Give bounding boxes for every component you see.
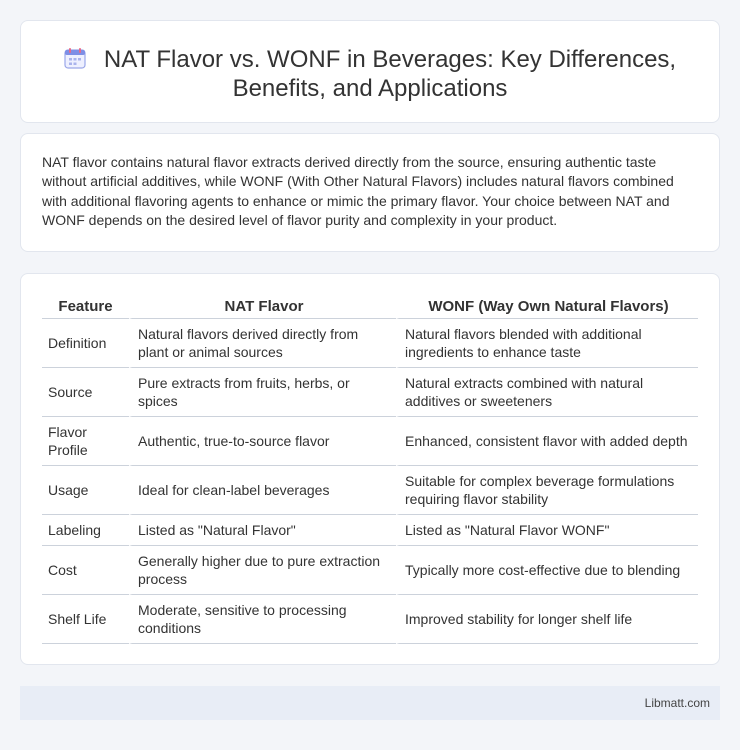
table-row	[42, 368, 698, 417]
feature-cell: Usage	[42, 466, 129, 515]
nat-cell: Listed as "Natural Flavor"	[129, 515, 396, 546]
wonf-cell: Improved stability for longer shelf life	[396, 595, 698, 644]
feature-cell: Cost	[42, 546, 129, 595]
nat-cell: Ideal for clean-label beverages	[129, 466, 396, 515]
calendar-icon	[64, 47, 86, 69]
table-row	[42, 515, 698, 546]
page-title: NAT Flavor vs. WONF in Beverages: Key Differences, Benefits, and Applications	[103, 46, 677, 102]
header-wonf: WONF (Way Own Natural Flavors)	[396, 294, 698, 319]
page-title-wrap	[21, 45, 719, 103]
header-card	[20, 20, 720, 123]
footer-site-link[interactable]: Libmatt.com	[644, 696, 710, 710]
table-row	[42, 417, 698, 466]
footer	[20, 686, 720, 720]
comparison-table-card	[20, 273, 720, 665]
summary-text: NAT flavor contains natural flavor extracts derived directly from the source, ensuring authentic taste without artificial additives, while WONF (With Other Natural Flavors) includes natural flavors combined with additional flavoring agents to enhance or mimic the primary flavor. Your choice between NAT and WONF depends on the desired level of flavor purity and complexity in your product.	[42, 154, 674, 228]
comparison-table	[42, 294, 698, 644]
table-row	[42, 319, 698, 368]
feature-cell: Definition	[42, 319, 129, 368]
nat-cell: Generally higher due to pure extraction process	[129, 546, 396, 595]
header-nat-flavor: NAT Flavor	[129, 294, 396, 319]
wonf-cell: Natural extracts combined with natural additives or sweeteners	[396, 368, 698, 417]
table-row	[42, 546, 698, 595]
nat-cell: Pure extracts from fruits, herbs, or spices	[129, 368, 396, 417]
table-header-row	[42, 294, 698, 319]
table-row	[42, 595, 698, 644]
nat-cell: Moderate, sensitive to processing conditions	[129, 595, 396, 644]
feature-cell: Source	[42, 368, 129, 417]
wonf-cell: Natural flavors blended with additional ingredients to enhance taste	[396, 319, 698, 368]
table-row	[42, 466, 698, 515]
wonf-cell: Enhanced, consistent flavor with added depth	[396, 417, 698, 466]
wonf-cell: Typically more cost-effective due to blending	[396, 546, 698, 595]
feature-cell: Shelf Life	[42, 595, 129, 644]
header-feature: Feature	[42, 294, 129, 319]
nat-cell: Authentic, true-to-source flavor	[129, 417, 396, 466]
wonf-cell: Suitable for complex beverage formulations requiring flavor stability	[396, 466, 698, 515]
summary-card	[20, 133, 720, 252]
wonf-cell: Listed as "Natural Flavor WONF"	[396, 515, 698, 546]
feature-cell: Labeling	[42, 515, 129, 546]
feature-cell: Flavor Profile	[42, 417, 129, 466]
nat-cell: Natural flavors derived directly from plant or animal sources	[129, 319, 396, 368]
